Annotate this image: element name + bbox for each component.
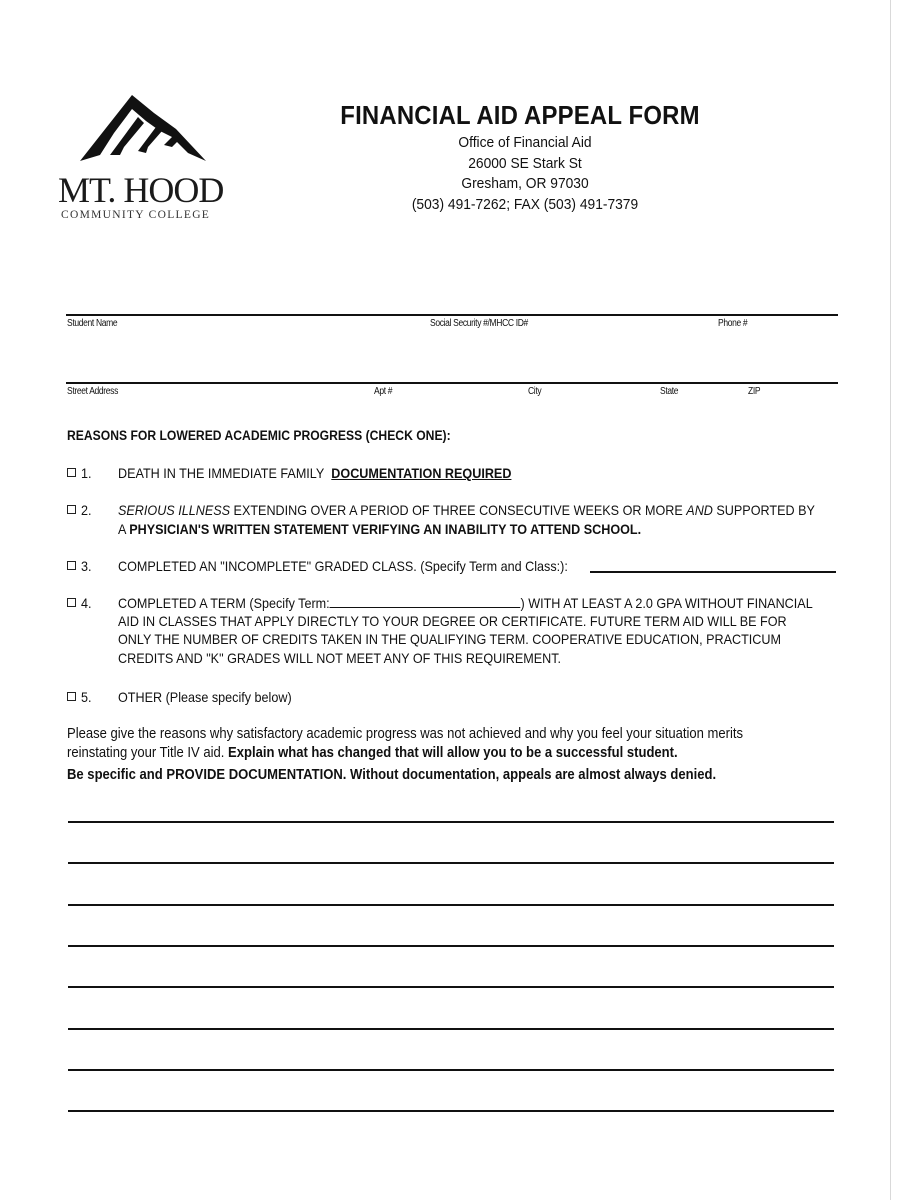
physician-statement-text: PHYSICIAN'S WRITTEN STATEMENT VERIFYING AN INABILITY TO ATTEND SCHOOL. — [129, 521, 642, 537]
reason-3-number: 3. — [81, 558, 92, 574]
office-street: 26000 SE Stark St — [468, 154, 582, 172]
answer-line[interactable] — [68, 1028, 834, 1030]
phone-label: Phone # — [718, 318, 748, 329]
answer-line[interactable] — [68, 986, 834, 988]
documentation-required-note: DOCUMENTATION REQUIRED — [331, 465, 512, 481]
reason-2-line1 — [118, 502, 815, 518]
form-title: FINANCIAL AID APPEAL FORM — [340, 100, 700, 130]
reason-1-text — [118, 465, 511, 481]
documentation-warning: Be specific and PROVIDE DOCUMENTATION. Without documentation, appeals are almost always denied. — [67, 767, 717, 783]
office-address-block — [346, 133, 705, 215]
logo-name: MT. HOOD — [58, 170, 224, 210]
mountain-logo-icon — [80, 95, 210, 167]
answer-line[interactable] — [68, 1069, 834, 1071]
instructions-line2-a: reinstating your Title IV aid. — [67, 745, 229, 761]
explain-change-text: Explain what has changed that will allow you to be a successful student. — [228, 745, 678, 761]
college-logo — [58, 95, 248, 235]
reasons-heading: REASONS FOR LOWERED ACADEMIC PROGRESS (CHECK ONE): — [67, 428, 451, 443]
office-name: Office of Financial Aid — [458, 134, 592, 151]
reason-2-checkbox[interactable] — [67, 505, 76, 514]
answer-line[interactable] — [68, 821, 834, 823]
reason-5-number: 5. — [81, 689, 92, 705]
reason-3-checkbox[interactable] — [67, 561, 76, 570]
reason-1-number: 1. — [81, 465, 92, 481]
apt-label: Apt # — [374, 386, 393, 397]
incomplete-class-input-line[interactable] — [590, 571, 836, 573]
reason-4-line1 — [118, 595, 813, 611]
logo-subtitle: COMMUNITY COLLEGE — [61, 209, 211, 221]
reason-4-line2: AID IN CLASSES THAT APPLY DIRECTLY TO YOUR DEGREE OR CERTIFICATE. FUTURE TERM AID WILL BE FOR — [118, 613, 787, 629]
answer-line[interactable] — [68, 904, 834, 906]
reason-2-and: AND — [686, 502, 713, 518]
instructions-line1: Please give the reasons why satisfactory academic progress was not achieved and why you feel your situation merits — [67, 726, 744, 742]
reason-1-label: DEATH IN THE IMMEDIATE FAMILY — [118, 465, 325, 481]
ssn-label: Social Security #/MHCC ID# — [430, 318, 528, 329]
reason-4-line3: ONLY THE NUMBER OF CREDITS TAKEN IN THE QUALIFYING TERM. COOPERATIVE EDUCATION, PRACTICUM — [118, 631, 781, 647]
student-name-label: Student Name — [67, 318, 118, 329]
reason-4-line1-b: ) WITH AT LEAST A 2.0 GPA WITHOUT FINANCIAL — [520, 595, 813, 611]
state-label: State — [660, 386, 679, 397]
reason-2-text-a: EXTENDING OVER A PERIOD OF THREE CONSECUTIVE WEEKS OR MORE — [230, 502, 687, 518]
answer-line[interactable] — [68, 945, 834, 947]
row1-field-line[interactable] — [66, 314, 838, 316]
answer-line[interactable] — [68, 1110, 834, 1112]
answer-line[interactable] — [68, 862, 834, 864]
specify-term-input-line[interactable] — [330, 595, 521, 608]
reason-5-checkbox[interactable] — [67, 692, 76, 701]
city-label: City — [528, 386, 542, 397]
reason-2-text-b: SUPPORTED BY — [712, 502, 815, 518]
office-phone: (503) 491-7262; FAX (503) 491-7379 — [411, 195, 639, 213]
reason-5-text: OTHER (Please specify below) — [118, 689, 292, 705]
row2-field-line[interactable] — [66, 382, 838, 384]
reason-2-line2 — [118, 521, 641, 537]
reason-3-text: COMPLETED AN "INCOMPLETE" GRADED CLASS. (Specify Term and Class:): — [118, 558, 568, 574]
reason-1-checkbox[interactable] — [67, 468, 76, 477]
reason-4-line4: CREDITS AND "K" GRADES WILL NOT MEET ANY OF THIS REQUIREMENT. — [118, 650, 562, 666]
zip-label: ZIP — [748, 386, 761, 397]
street-address-label: Street Address — [67, 386, 118, 397]
serious-illness-text: SERIOUS ILLNESS — [118, 502, 231, 518]
reason-2-number: 2. — [81, 502, 92, 518]
reason-4-line1-a: COMPLETED A TERM (Specify Term: — [118, 595, 330, 611]
reason-4-number: 4. — [81, 595, 92, 611]
reason-2-line2-prefix: A — [118, 521, 130, 537]
instructions-line2 — [67, 745, 678, 761]
reason-4-checkbox[interactable] — [67, 598, 76, 607]
office-city: Gresham, OR 97030 — [461, 175, 589, 192]
